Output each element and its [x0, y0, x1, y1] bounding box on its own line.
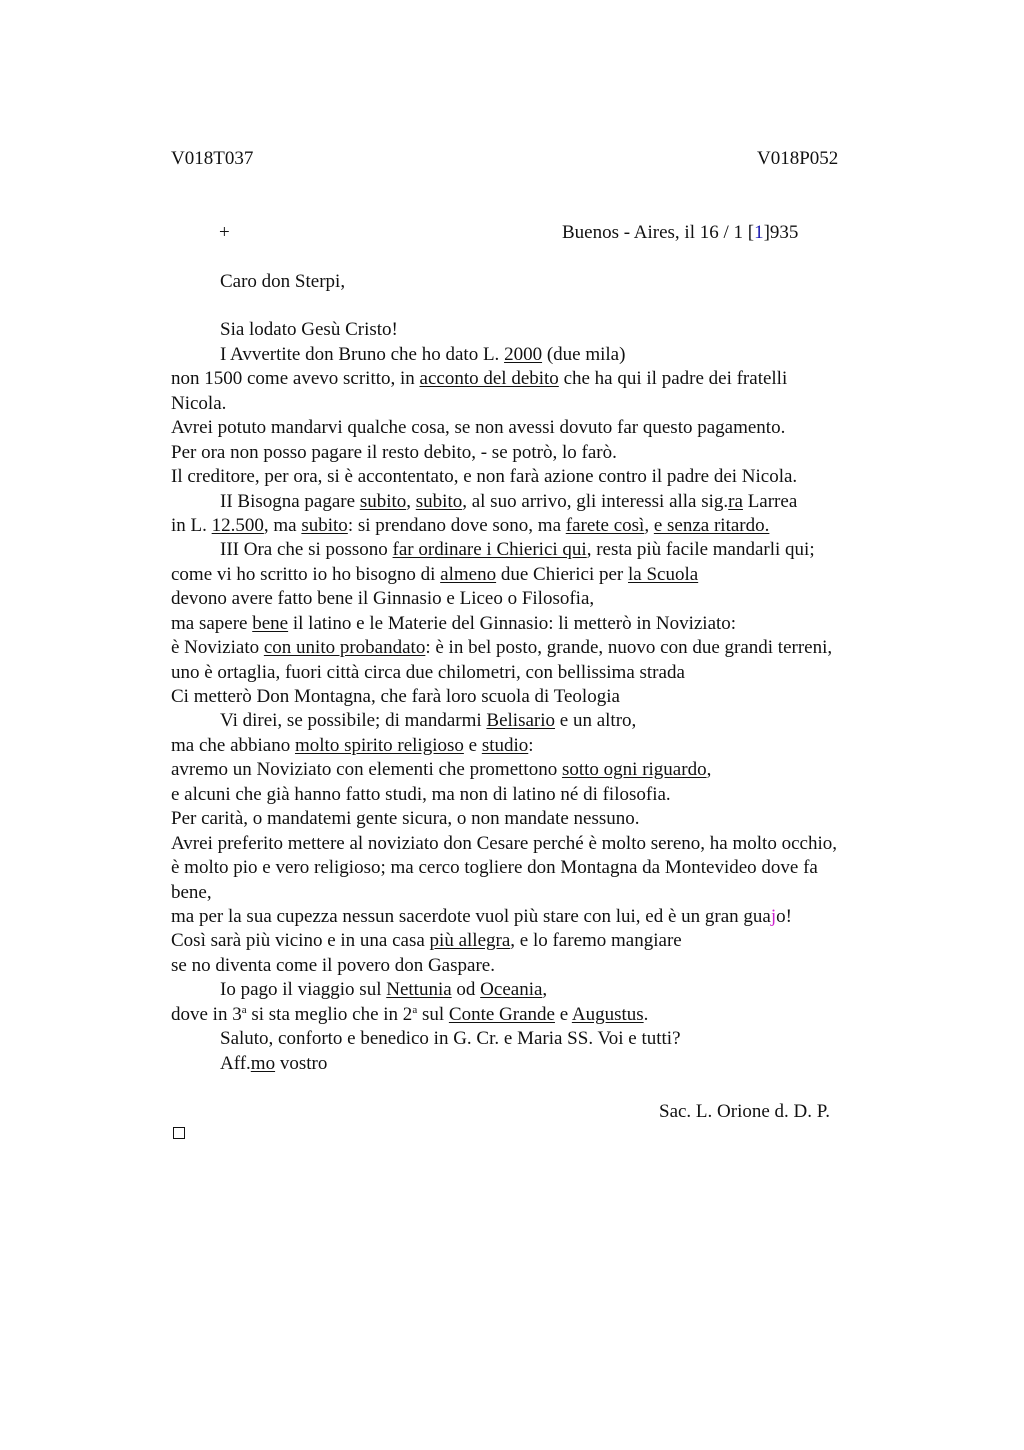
text-line: dove in 3$^a$ si sta meglio che in 2$^a$ sul Conte Grande e Augustus. [171, 1004, 649, 1025]
text-line: e alcuni che già hanno fatto studi, ma non di latino né di filosofia. [171, 784, 671, 805]
text-line: Io pago il viaggio sul Nettunia od Oceania, [220, 979, 548, 1000]
text-line: ma che abbiano molto spirito religioso e studio: [171, 735, 534, 756]
document-code-right: V018P052 [757, 148, 839, 169]
text-line: se no diventa come il povero don Gaspare. [171, 955, 495, 976]
text-line: Il creditore, per ora, si è accontentato, e non farà azione contro il padre dei Nicola. [171, 466, 798, 487]
text-line: Vi direi, se possibile; di mandarmi Belisario e un altro, [220, 710, 637, 731]
text-line: Ci metterò Don Montagna, che farà loro scuola di Teologia [171, 686, 620, 707]
text-line: Saluto, conforto e benedico in G. Cr. e Maria SS. Voi e tutti? [220, 1028, 681, 1049]
greeting: Sia lodato Gesù Cristo! [220, 319, 398, 340]
text-line: ma per la sua cupezza nessun sacerdote vuol più stare con lui, ed è un gran guajo! [171, 906, 792, 927]
text-line: non 1500 come avevo scritto, in acconto del debito che ha qui il padre dei fratelli [171, 368, 788, 389]
text-line: Così sarà più vicino e in una casa più allegra, e lo faremo mangiare [171, 930, 682, 951]
text-line: Nicola. [171, 393, 227, 414]
letter-date: Buenos - Aires, il 16 / 1 [1]935 [562, 222, 799, 243]
text-line: come vi ho scritto io ho bisogno di almeno due Chierici per la Scuola [171, 564, 699, 585]
text-line: in L. 12.500, ma subito: si prendano dove sono, ma farete così, e senza ritardo. [171, 515, 770, 536]
text-line: ma sapere bene il latino e le Materie del Ginnasio: li metterò in Noviziato: [171, 613, 737, 634]
salutation: Caro don Sterpi, [220, 271, 346, 292]
text-line: uno è ortaglia, fuori città circa due chilometri, con bellissima strada [171, 662, 685, 683]
text-line: devono avere fatto bene il Ginnasio e Liceo o Filosofia, [171, 588, 595, 609]
text-line: è Noviziato con unito probandato: è in bel posto, grande, nuovo con due grandi terreni, [171, 637, 833, 658]
text-line: I Avvertite don Bruno che ho dato L. 2000 (due mila) [220, 344, 626, 365]
text-line: avremo un Noviziato con elementi che promettono sotto ogni riguardo, [171, 759, 712, 780]
text-line: è molto pio e vero religioso; ma cerco togliere don Montagna da Montevideo dove fa [171, 857, 818, 878]
text-line: Per ora non posso pagare il resto debito, - se potrò, lo farò. [171, 442, 617, 463]
signature: Sac. L. Orione d. D. P. [659, 1101, 830, 1122]
document-code-left: V018T037 [171, 148, 254, 169]
empty-box-symbol [173, 1127, 185, 1139]
text-line: Per carità, o mandatemi gente sicura, o non mandate nessuno. [171, 808, 640, 829]
text-line: Avrei potuto mandarvi qualche cosa, se non avessi dovuto far questo pagamento. [171, 417, 786, 438]
text-line: II Bisogna pagare subito, subito, al suo arrivo, gli interessi alla sig.ra Larrea [220, 491, 798, 512]
text-line: III Ora che si possono far ordinare i Chierici qui, resta più facile mandarli qui; [220, 539, 815, 560]
text-line: Avrei preferito mettere al noviziato don Cesare perché è molto sereno, ha molto occhio, [171, 833, 837, 854]
closing-line: Aff.mo vostro [220, 1053, 328, 1074]
cross-symbol: + [219, 222, 230, 243]
text-line: bene, [171, 882, 212, 903]
